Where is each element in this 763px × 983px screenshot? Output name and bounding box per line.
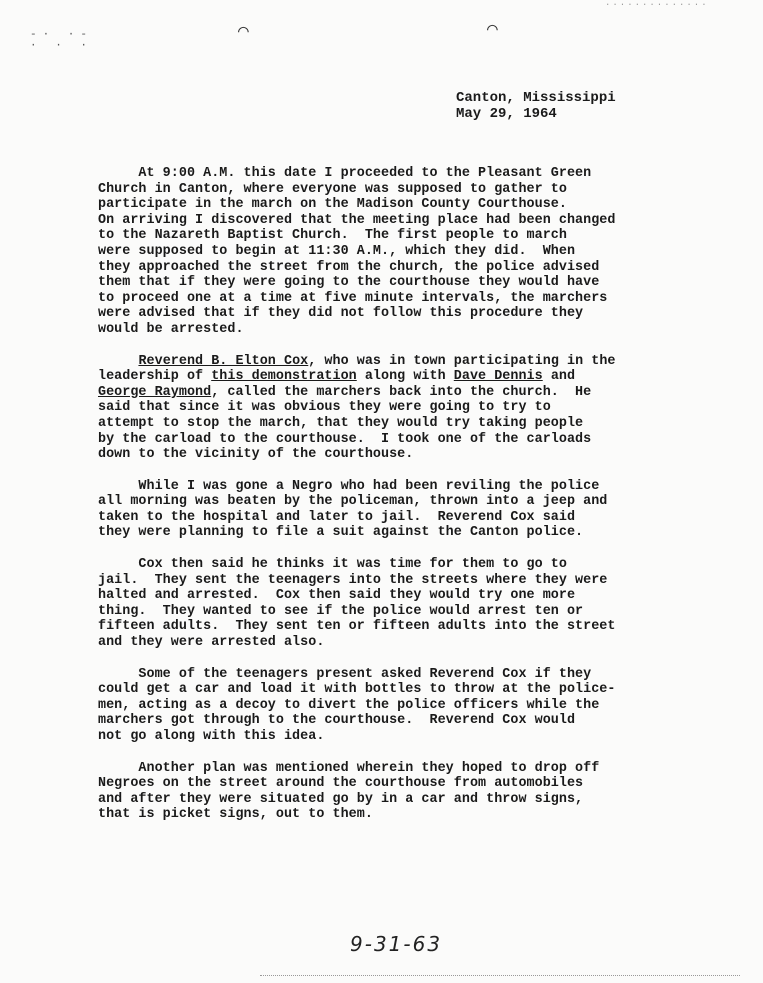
paragraph-5 (98, 667, 688, 745)
text-line: and they were arrested also. (98, 635, 325, 651)
text-line: said that since it was obvious they were going to try to (98, 400, 551, 416)
text-line: jail. They sent the teenagers into the streets where they were (98, 572, 608, 588)
scan-mark: ⌒ (238, 22, 249, 42)
text-line: all morning was beaten by the policeman, thrown into a jeep and (98, 494, 608, 510)
text-segment: , who was in town participating in the (308, 353, 616, 369)
text-segment: , called the marchers back into the church. He (211, 384, 592, 400)
text-line: to the Nazareth Baptist Church. The first people to march (98, 228, 567, 244)
text-line: fifteen adults. They sent ten or fifteen adults into the street (98, 619, 616, 635)
text-line: they approached the street from the church, the police advised (98, 259, 600, 275)
report-body (98, 166, 688, 839)
text-line: they were planning to file a suit against the Canton police. (98, 525, 584, 541)
dateline-date: May 29, 1964 (456, 106, 557, 122)
text-line: Cox then said he thinks it was time for them to go to (98, 557, 567, 573)
text-line: were supposed to begin at 11:30 A.M., which they did. When (98, 243, 576, 259)
text-line: On arriving I discovered that the meeting place had been changed (98, 212, 616, 228)
paragraph-2 (98, 354, 688, 463)
text-line: participate in the march on the Madison County Courthouse. (98, 197, 567, 213)
text-line: could get a car and load it with bottles to throw at the police- (98, 682, 616, 698)
scan-mark: ⌒ (487, 20, 498, 40)
dateline-place: Canton, Mississippi (456, 90, 616, 106)
text-segment: along with (356, 369, 454, 385)
text-line: Some of the teenagers present asked Reverend Cox if they (98, 666, 592, 682)
text-line (98, 354, 688, 370)
text-line: not go along with this idea. (98, 729, 325, 744)
text-line: would be arrested. (98, 321, 244, 337)
text-segment: and (542, 369, 576, 385)
underlined-phrase: this demonstration (211, 369, 357, 385)
text-line: and after they were situated go by in a car and throw signs, (98, 791, 584, 807)
indent (98, 354, 138, 369)
dateline (456, 90, 616, 122)
text-line: down to the vicinity of the courthouse. (98, 447, 414, 463)
name-george-raymond: George Raymond (98, 384, 212, 400)
text-line: While I was gone a Negro who had been reviling the police (98, 478, 600, 494)
text-line: men, acting as a decoy to divert the police officers while the (98, 697, 600, 713)
text-line: them that if they were going to the courthouse they would have (98, 275, 600, 291)
text-line (98, 369, 688, 385)
text-line: by the carload to the courthouse. I took one of the carloads (98, 431, 592, 447)
text-line: marchers got through to the courthouse. Reverend Cox would (98, 713, 576, 729)
paragraph-3 (98, 479, 688, 541)
text-line: that is picket signs, out to them. (98, 807, 373, 823)
text-line: to proceed one at a time at five minute intervals, the marchers (98, 290, 608, 306)
bottom-dotted-edge (260, 975, 740, 976)
paragraph-6 (98, 761, 688, 823)
text-line: Another plan was mentioned wherein they hoped to drop off (98, 760, 600, 776)
text-segment: leadership of (98, 369, 212, 385)
paragraph-1 (98, 166, 688, 338)
name-reverend-cox: Reverend B. Elton Cox (138, 353, 309, 369)
text-line: thing. They wanted to see if the police would arrest ten or (98, 603, 584, 619)
top-dotted-edge: ·············· (605, 0, 709, 10)
text-line: At 9:00 A.M. this date I proceeded to the Pleasant Green (98, 166, 592, 181)
paragraph-4 (98, 557, 688, 651)
text-line: were advised that if they did not follow this procedure they (98, 306, 584, 322)
text-line (98, 385, 688, 401)
text-line: taken to the hospital and later to jail. Reverend Cox said (98, 509, 576, 525)
text-line: halted and arrested. Cox then said they would try one more (98, 588, 576, 604)
text-line: Church in Canton, where everyone was supposed to gather to (98, 181, 567, 197)
text-line: attempt to stop the march, that they would try taking people (98, 415, 584, 431)
scan-specks: -· ·- · · · (30, 29, 94, 52)
name-dave-dennis: Dave Dennis (453, 369, 543, 385)
text-line: Negroes on the street around the courthouse from automobiles (98, 776, 584, 792)
handwritten-file-number: 9-31-63 (350, 932, 443, 956)
